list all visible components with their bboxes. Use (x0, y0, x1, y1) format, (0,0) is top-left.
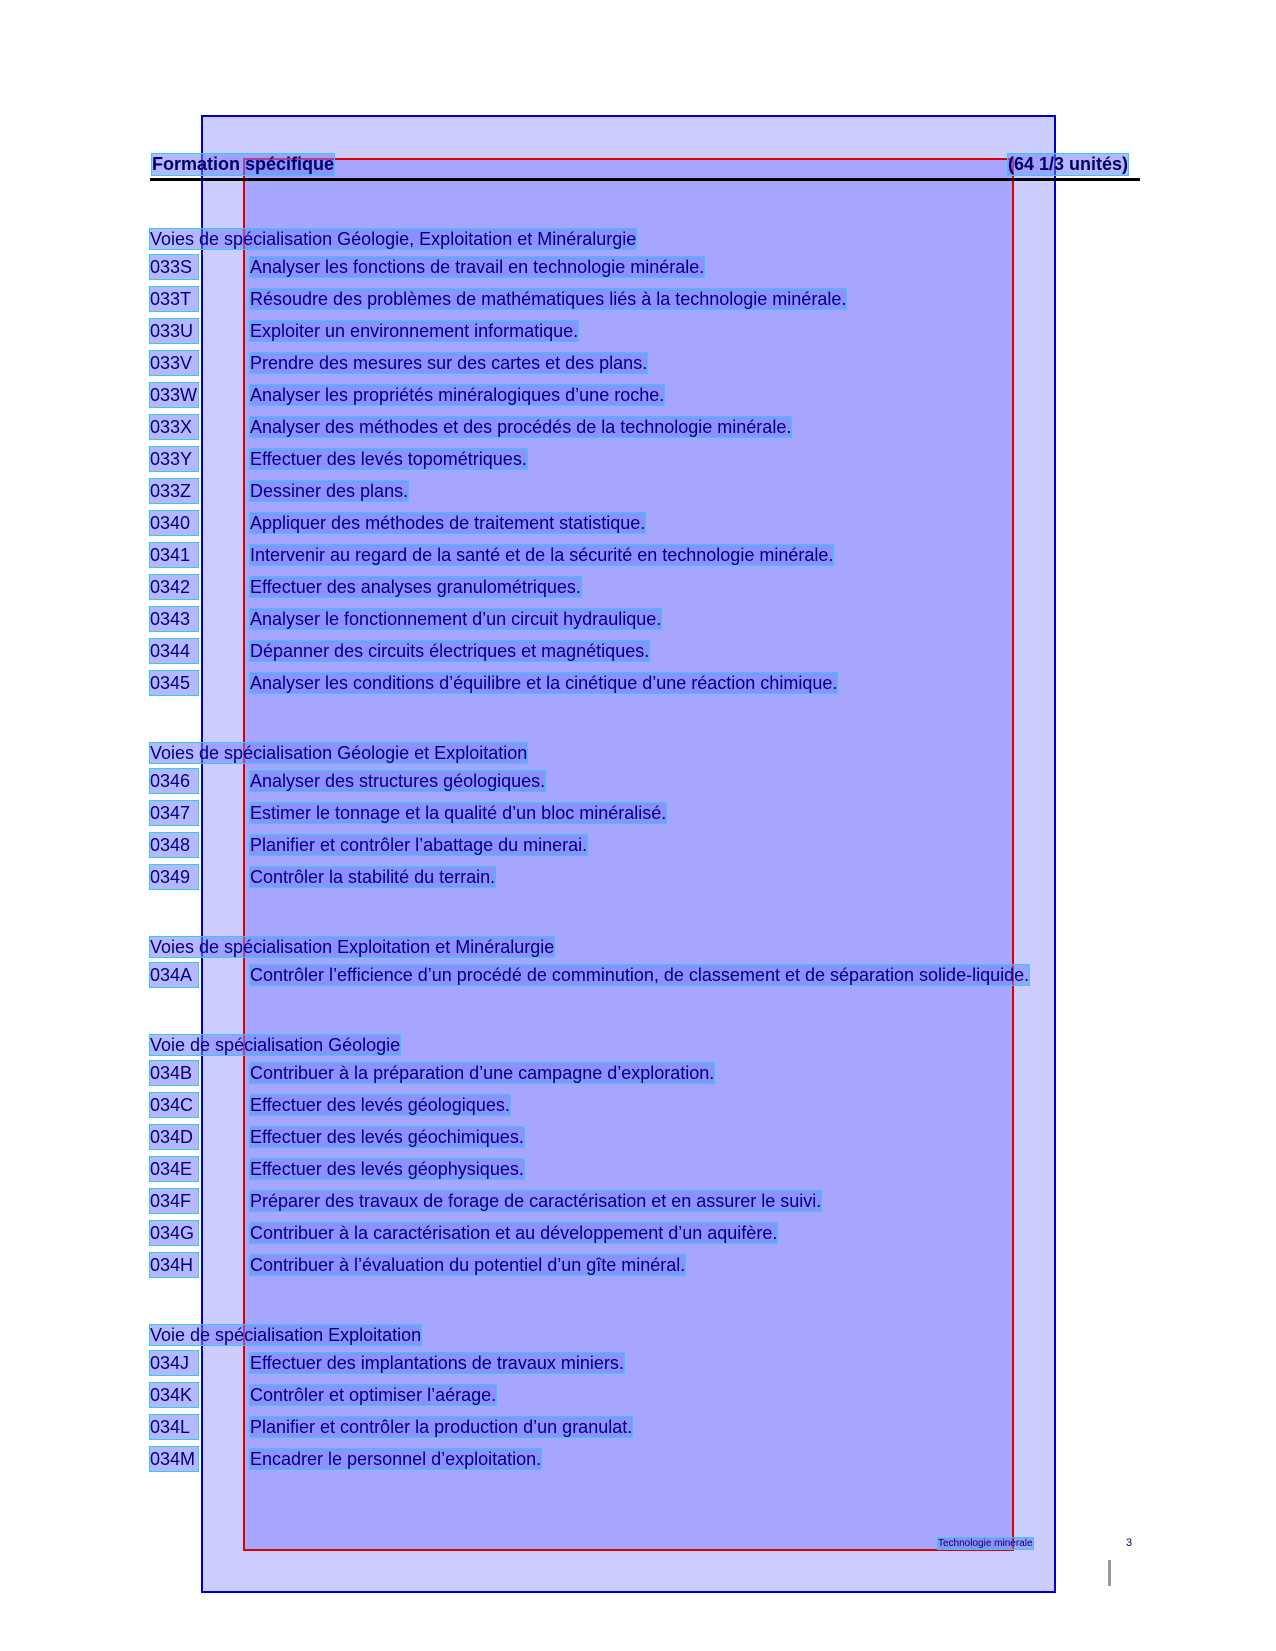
competency-row (150, 543, 1140, 567)
competency-code: 0345 (150, 671, 198, 695)
competency-description-cell (250, 1221, 1140, 1245)
competency-description-cell (250, 1415, 1140, 1439)
competency-code: 0347 (150, 801, 198, 825)
competency-code-cell (150, 1383, 250, 1407)
competency-description: Effectuer des levés géologiques. (250, 1095, 510, 1115)
competency-row (150, 865, 1140, 889)
competency-code: 033T (150, 287, 198, 311)
competency-description: Analyser les fonctions de travail en technologie minérale. (250, 257, 705, 277)
competency-code: 034F (150, 1189, 198, 1213)
competency-description: Intervenir au regard de la santé et de la sécurité en technologie minérale. (250, 545, 834, 565)
competency-sections (150, 223, 1140, 1471)
competency-description: Encadrer le personnel d’exploitation. (250, 1449, 542, 1469)
competency-row (150, 1125, 1140, 1149)
competency-code: 034J (150, 1351, 198, 1375)
competency-description-cell (250, 1061, 1140, 1085)
competency-code: 0340 (150, 511, 198, 535)
competency-code-cell (150, 415, 250, 439)
competency-code-cell (150, 801, 250, 825)
competency-code: 0341 (150, 543, 198, 567)
competency-description: Estimer le tonnage et la qualité d’un bloc minéralisé. (250, 803, 667, 823)
competency-description-cell (250, 447, 1140, 471)
competency-row (150, 575, 1140, 599)
competency-code-cell (150, 1447, 250, 1471)
competency-description-cell (250, 671, 1140, 695)
competency-description: Contrôler la stabilité du terrain. (250, 867, 496, 887)
section-title (150, 737, 1140, 769)
section-title (150, 223, 1140, 255)
competency-description-cell (250, 1253, 1140, 1277)
competency-description-cell (250, 639, 1140, 663)
competency-code: 0346 (150, 769, 198, 793)
competency-code-cell (150, 511, 250, 535)
competency-description-cell (250, 1093, 1140, 1117)
competency-description: Analyser le fonctionnement d’un circuit hydraulique. (250, 609, 662, 629)
competency-description: Effectuer des analyses granulométriques. (250, 577, 581, 597)
competency-code: 034K (150, 1383, 198, 1407)
competency-row (150, 1189, 1140, 1213)
competency-row (150, 511, 1140, 535)
section-title (150, 1319, 1140, 1351)
footer-program-name: Technologie minérale (938, 1538, 1033, 1549)
competency-row (150, 1093, 1140, 1117)
competency-code-cell (150, 1351, 250, 1375)
competency-row (150, 1061, 1140, 1085)
competency-code: 034G (150, 1221, 198, 1245)
competency-code: 034L (150, 1415, 198, 1439)
competency-row (150, 415, 1140, 439)
competency-code-cell (150, 383, 250, 407)
competency-row (150, 351, 1140, 375)
competency-code: 034C (150, 1093, 198, 1117)
competency-row (150, 1157, 1140, 1181)
section-title (150, 1029, 1140, 1061)
competency-code: 033Z (150, 479, 198, 503)
competency-code-cell (150, 963, 250, 987)
competency-row (150, 769, 1140, 793)
competency-description: Effectuer des levés topométriques. (250, 449, 527, 469)
competency-description: Planifier et contrôler la production d’un granulat. (250, 1417, 633, 1437)
document-content (150, 150, 1140, 1479)
competency-description: Analyser des structures géologiques. (250, 771, 546, 791)
competency-row (150, 963, 1140, 987)
competency-row (150, 1253, 1140, 1277)
competency-row (150, 479, 1140, 503)
text-cursor-mark (1108, 1560, 1111, 1586)
competency-description-cell (250, 1157, 1140, 1181)
competency-description: Contribuer à la préparation d’une campagne d’exploration. (250, 1063, 715, 1083)
competency-code-cell (150, 447, 250, 471)
competency-code: 0342 (150, 575, 198, 599)
competency-description-cell (250, 511, 1140, 535)
competency-description-cell (250, 287, 1140, 311)
competency-code-cell (150, 1093, 250, 1117)
competency-code-cell (150, 833, 250, 857)
competency-code-cell (150, 1415, 250, 1439)
competency-description: Effectuer des levés géophysiques. (250, 1159, 524, 1179)
section-title-text: Voie de spécialisation Géologie (150, 1035, 401, 1055)
competency-description-cell (250, 865, 1140, 889)
competency-description-cell (250, 963, 1140, 987)
competency-code: 0344 (150, 639, 198, 663)
section (150, 737, 1140, 889)
competency-description: Contribuer à l’évaluation du potentiel d’un gîte minéral. (250, 1255, 686, 1275)
competency-code-cell (150, 1189, 250, 1213)
competency-code: 033Y (150, 447, 198, 471)
competency-description-cell (250, 833, 1140, 857)
page-header (150, 150, 1140, 181)
units-label: (64 1/3 unités) (1007, 154, 1128, 174)
competency-row (150, 287, 1140, 311)
section (150, 1319, 1140, 1471)
competency-description: Contrôler et optimiser l’aérage. (250, 1385, 497, 1405)
competency-code: 033X (150, 415, 198, 439)
competency-description-cell (250, 479, 1140, 503)
competency-description-cell (250, 1189, 1140, 1213)
competency-description: Résoudre des problèmes de mathématiques liés à la technologie minérale. (250, 289, 847, 309)
competency-code-cell (150, 351, 250, 375)
competency-code: 034M (150, 1447, 198, 1471)
competency-description-cell (250, 1383, 1140, 1407)
page-title: Formation spécifique (152, 154, 335, 174)
competency-description: Préparer des travaux de forage de caractérisation et en assurer le suivi. (250, 1191, 822, 1211)
competency-description: Contribuer à la caractérisation et au développement d’un aquifère. (250, 1223, 778, 1243)
section-title (150, 931, 1140, 963)
competency-code-cell (150, 639, 250, 663)
competency-description: Planifier et contrôler l’abattage du minerai. (250, 835, 588, 855)
competency-description-cell (250, 801, 1140, 825)
competency-code: 0349 (150, 865, 198, 889)
competency-row (150, 639, 1140, 663)
competency-code: 033U (150, 319, 198, 343)
competency-description: Dépanner des circuits électriques et magnétiques. (250, 641, 650, 661)
section (150, 223, 1140, 695)
competency-code-cell (150, 865, 250, 889)
section-title-text: Voie de spécialisation Exploitation (150, 1325, 422, 1345)
competency-description-cell (250, 415, 1140, 439)
competency-code-cell (150, 543, 250, 567)
competency-code: 033V (150, 351, 198, 375)
competency-code-cell (150, 769, 250, 793)
competency-code: 034E (150, 1157, 198, 1181)
competency-code-cell (150, 1125, 250, 1149)
competency-description: Effectuer des implantations de travaux miniers. (250, 1353, 624, 1373)
competency-description: Effectuer des levés géochimiques. (250, 1127, 524, 1147)
section (150, 931, 1140, 987)
competency-row (150, 801, 1140, 825)
competency-description: Analyser des méthodes et des procédés de la technologie minérale. (250, 417, 792, 437)
competency-description: Appliquer des méthodes de traitement statistique. (250, 513, 646, 533)
competency-code-cell (150, 575, 250, 599)
competency-code: 034H (150, 1253, 198, 1277)
competency-code-cell (150, 607, 250, 631)
competency-row (150, 1221, 1140, 1245)
competency-code-cell (150, 287, 250, 311)
competency-description-cell (250, 607, 1140, 631)
competency-code-cell (150, 1061, 250, 1085)
competency-description-cell (250, 255, 1140, 279)
competency-code-cell (150, 1221, 250, 1245)
competency-description-cell (250, 1125, 1140, 1149)
competency-row (150, 255, 1140, 279)
competency-code-cell (150, 319, 250, 343)
competency-description-cell (250, 351, 1140, 375)
competency-description: Exploiter un environnement informatique. (250, 321, 579, 341)
competency-description: Analyser les propriétés minéralogiques d’une roche. (250, 385, 665, 405)
competency-row (150, 1447, 1140, 1471)
competency-code: 033S (150, 255, 198, 279)
competency-description: Prendre des mesures sur des cartes et des plans. (250, 353, 648, 373)
competency-description: Analyser les conditions d’équilibre et la cinétique d’une réaction chimique. (250, 673, 838, 693)
competency-row (150, 447, 1140, 471)
competency-description-cell (250, 575, 1140, 599)
competency-description-cell (250, 1351, 1140, 1375)
competency-code-cell (150, 671, 250, 695)
competency-code: 034A (150, 963, 198, 987)
section-title-text: Voies de spécialisation Exploitation et Minéralurgie (150, 937, 555, 957)
section (150, 1029, 1140, 1277)
competency-code: 034D (150, 1125, 198, 1149)
competency-row (150, 833, 1140, 857)
competency-row (150, 383, 1140, 407)
section-title-text: Voies de spécialisation Géologie, Exploitation et Minéralurgie (150, 229, 637, 249)
competency-row (150, 1415, 1140, 1439)
competency-description: Contrôler l’efficience d’un procédé de comminution, de classement et de séparation solide-liquide. (250, 965, 1030, 985)
competency-description-cell (250, 769, 1140, 793)
competency-code-cell (150, 1253, 250, 1277)
competency-code-cell (150, 1157, 250, 1181)
competency-code-cell (150, 255, 250, 279)
competency-description-cell (250, 319, 1140, 343)
competency-row (150, 1351, 1140, 1375)
competency-code-cell (150, 479, 250, 503)
competency-code: 033W (150, 385, 198, 405)
competency-code: 0343 (150, 607, 198, 631)
competency-code: 034B (150, 1061, 198, 1085)
competency-code: 0348 (150, 833, 198, 857)
competency-description-cell (250, 543, 1140, 567)
competency-row (150, 671, 1140, 695)
section-title-text: Voies de spécialisation Géologie et Exploitation (150, 743, 528, 763)
competency-description: Dessiner des plans. (250, 481, 409, 501)
competency-description-cell (250, 383, 1140, 407)
competency-row (150, 319, 1140, 343)
competency-row (150, 1383, 1140, 1407)
competency-description-cell (250, 1447, 1140, 1471)
competency-row (150, 607, 1140, 631)
page-number: 3 (1126, 1537, 1133, 1549)
